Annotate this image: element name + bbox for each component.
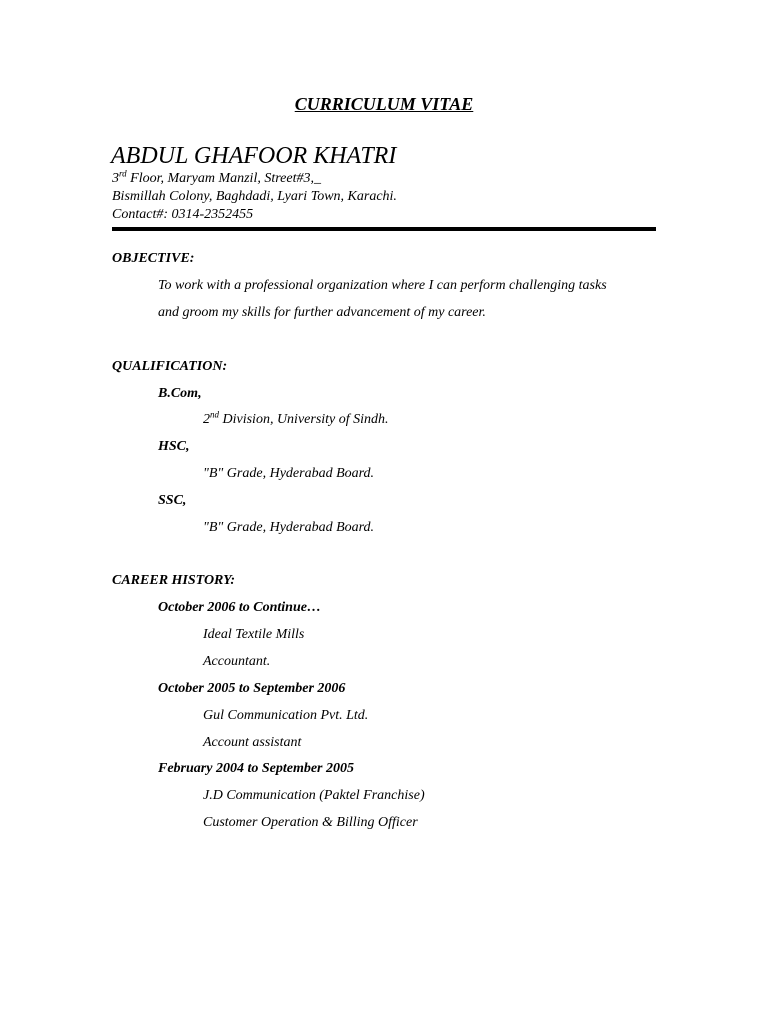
address-line-2: Bismillah Colony, Baghdadi, Lyari Town, Karachi. — [112, 189, 397, 204]
address-street: Floor, Maryam Manzil, Street#3,_ — [126, 171, 321, 186]
address-line-1 — [112, 168, 321, 187]
qualification-heading: QUALIFICATION: — [112, 359, 228, 374]
career-company-2: Gul Communication Pvt. Ltd. — [203, 708, 369, 723]
document-title: CURRICULUM VITAE — [294, 94, 474, 114]
qualification-division-rest: Division, University of Sindh. — [219, 412, 389, 427]
address-floor-number: 3 — [112, 171, 119, 186]
qualification-division-ordinal: nd — [210, 409, 219, 420]
header-divider — [112, 227, 656, 231]
qualification-detail-bcom — [203, 409, 389, 428]
candidate-name: ABDUL GHAFOOR KHATRI — [111, 143, 397, 169]
qualification-detail-hsc: "B" Grade, Hyderabad Board. — [203, 466, 375, 481]
career-role-1: Accountant. — [203, 654, 271, 669]
qualification-degree-ssc: SSC, — [158, 493, 187, 508]
career-history-heading: CAREER HISTORY: — [112, 573, 236, 588]
qualification-degree-bcom: B.Com, — [158, 386, 202, 401]
objective-line-2: and groom my skills for further advancement of my career. — [158, 305, 486, 320]
qualification-detail-ssc: "B" Grade, Hyderabad Board. — [203, 520, 375, 535]
qualification-division-number: 2 — [203, 412, 210, 427]
address-floor-ordinal: rd — [119, 168, 127, 179]
career-period-3: February 2004 to September 2005 — [158, 761, 354, 776]
career-company-3: J.D Communication (Paktel Franchise) — [203, 788, 425, 803]
objective-heading: OBJECTIVE: — [112, 251, 195, 266]
career-role-2: Account assistant — [203, 735, 302, 750]
career-period-2: October 2005 to September 2006 — [158, 681, 346, 696]
career-period-1: October 2006 to Continue… — [158, 600, 321, 615]
career-company-1: Ideal Textile Mills — [203, 627, 305, 642]
career-role-3: Customer Operation & Billing Officer — [203, 815, 418, 830]
objective-line-1: To work with a professional organization where I can perform challenging tasks — [158, 278, 607, 293]
contact-line: Contact#: 0314-2352455 — [112, 207, 254, 222]
qualification-degree-hsc: HSC, — [158, 439, 190, 454]
